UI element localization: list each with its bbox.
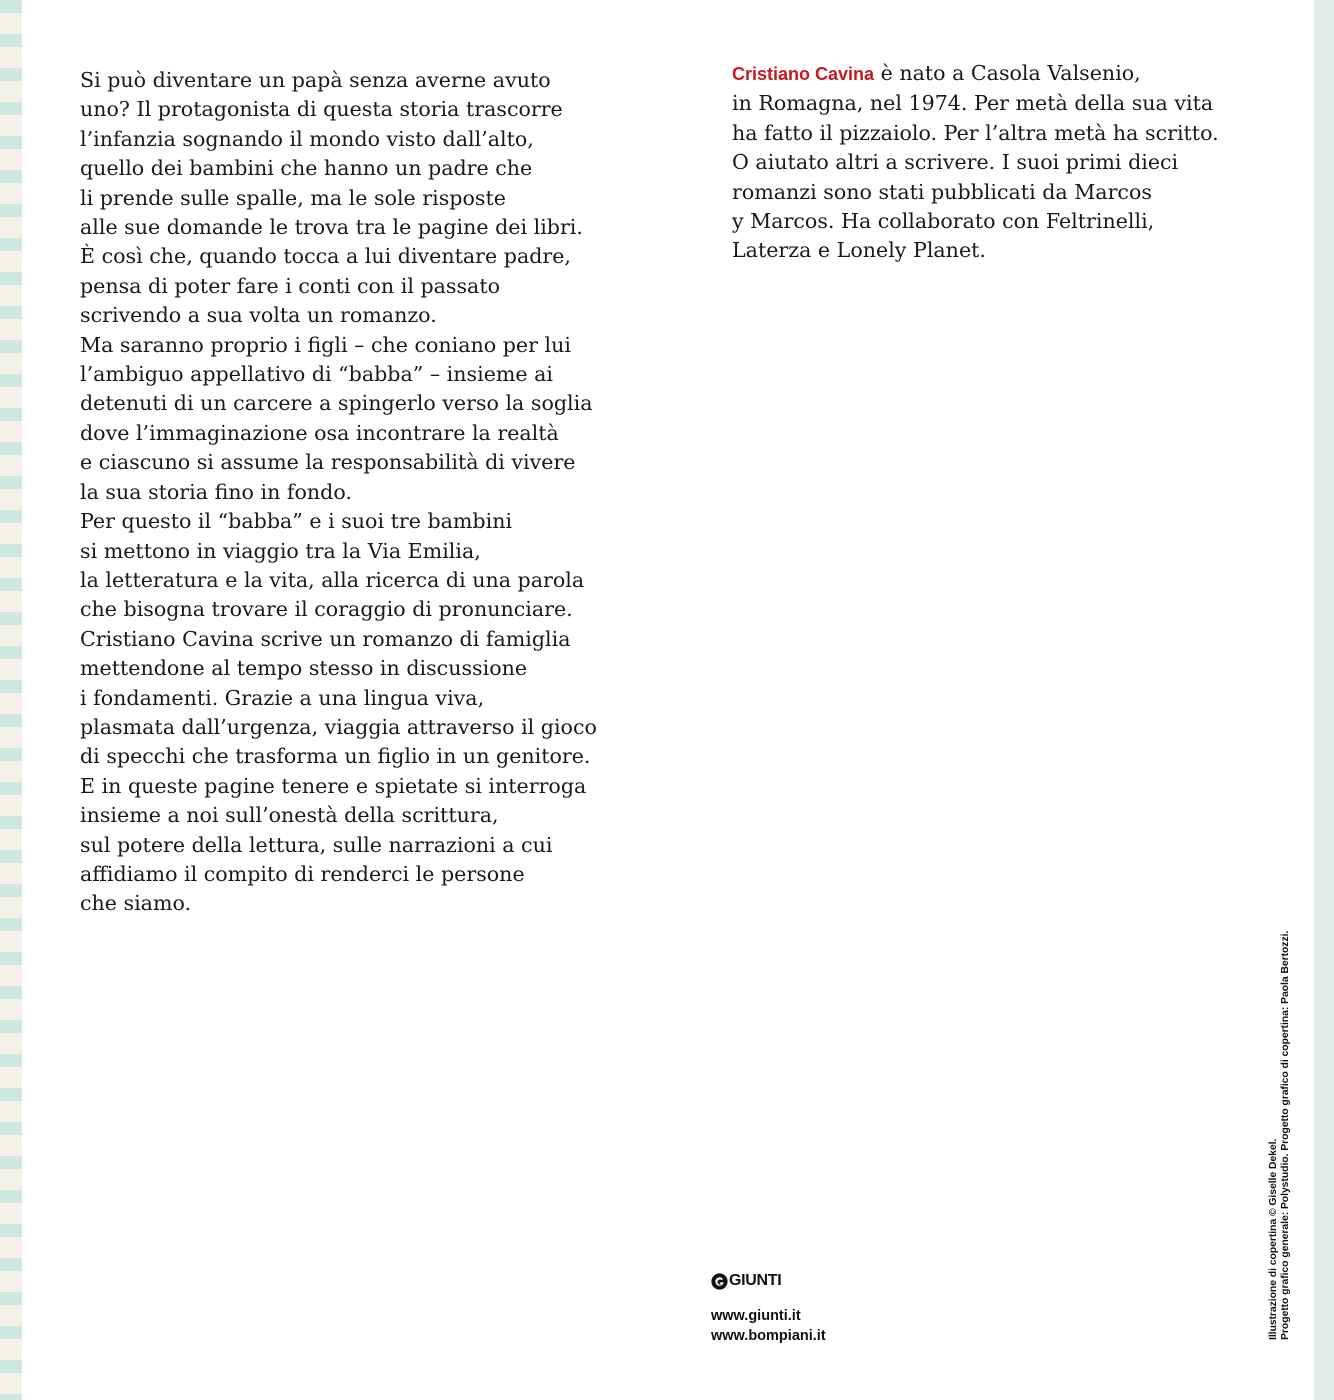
publisher-urls [711, 1306, 826, 1346]
author-bio-line: in Romagna, nel 1974. Per metà della sua vita [732, 91, 1214, 116]
author-bio-first-line-text: è nato a Casola Valsenio, [874, 61, 1141, 85]
blurb-line: insieme a noi sull’onestà della scrittura, [80, 803, 499, 828]
illustration-credit: Illustrazione di copertina © Giselle Dekel. [1267, 1138, 1279, 1340]
cover-credits [1267, 931, 1291, 1340]
giunti-logo-text: GIUNTI [729, 1272, 782, 1289]
publisher-block [711, 1270, 826, 1346]
blurb-line: che siamo. [80, 891, 192, 916]
blurb-line: Si può diventare un papà senza averne avuto [80, 68, 551, 92]
left-stripe-border [0, 0, 22, 1400]
blurb-line: E in queste pagine tenere e spietate si interroga [80, 773, 587, 798]
author-bio-line: romanzi sono stati pubblicati da Marcos [732, 179, 1152, 204]
blurb-line: quello dei bambini che hanno un padre che [80, 156, 533, 181]
blurb-line: li prende sulle spalle, ma le sole risposte [80, 185, 506, 210]
book-blurb [80, 66, 600, 919]
blurb-line: dove l’immaginazione osa incontrare la realtà [80, 420, 559, 445]
blurb-line: la sua storia fino in fondo. [80, 479, 352, 504]
author-bio-line: y Marcos. Ha collaborato con Feltrinelli, [732, 209, 1155, 234]
blurb-line: pensa di poter fare i conti con il passato [80, 273, 500, 298]
bompiani-url[interactable]: www.bompiani.it [711, 1328, 826, 1344]
author-bio-line: Laterza e Lonely Planet. [732, 238, 986, 263]
blurb-line: l’ambiguo appellativo di “babba” – insieme ai [80, 362, 554, 387]
author-bio-line: O aiutato altri a scrivere. I suoi primi dieci [732, 150, 1179, 175]
author-bio-line: ha fatto il pizzaiolo. Per l’altra metà ha scritto. [732, 120, 1219, 145]
blurb-line: i fondamenti. Grazie a una lingua viva, [80, 685, 485, 710]
blurb-line: sul potere della lettura, sulle narrazioni a cui [80, 832, 553, 857]
blurb-line: affidiamo il compito di renderci le persone [80, 861, 525, 886]
blurb-line: e ciascuno si assume la responsabilità di vivere [80, 450, 576, 475]
blurb-line: È così che, quando tocca a lui diventare padre, [80, 244, 571, 269]
right-edge-band [1314, 0, 1334, 1400]
blurb-line: scrivendo a sua volta un romanzo. [80, 303, 437, 328]
blurb-line: l’infanzia sognando il mondo visto dall’alto, [80, 126, 534, 151]
blurb-line: detenuti di un carcere a spingerlo verso la soglia [80, 391, 593, 416]
blurb-line: alle sue domande le trova tra le pagine dei libri. [80, 215, 583, 240]
giunti-g-icon [711, 1273, 728, 1290]
blurb-line: plasmata dall’urgenza, viaggia attraverso il gioco [80, 714, 597, 739]
blurb-line: Cristiano Cavina scrive un romanzo di famiglia [80, 626, 571, 651]
author-name: Cristiano Cavina [732, 64, 875, 84]
giunti-url[interactable]: www.giunti.it [711, 1308, 801, 1324]
blurb-line: si mettono in viaggio tra la Via Emilia, [80, 538, 481, 563]
blurb-line: di specchi che trasforma un figlio in un genitore. [80, 744, 591, 769]
blurb-line: che bisogna trovare il coraggio di pronunciare. [80, 597, 573, 622]
author-bio-first-line [732, 59, 1232, 89]
blurb-line: la letteratura e la vita, alla ricerca di una parola [80, 567, 585, 592]
blurb-line: Per questo il “babba” e i suoi tre bambini [80, 509, 513, 534]
giunti-logo [711, 1270, 826, 1292]
blurb-line: uno? Il protagonista di questa storia trascorre [80, 97, 563, 122]
author-bio [732, 59, 1232, 266]
blurb-line: Ma saranno proprio i figli – che coniano per lui [80, 332, 571, 357]
design-credit: Progetto grafico generale: Polystudio. Progetto grafico di copertina: Paola Bertozzi. [1279, 930, 1291, 1340]
blurb-line: mettendone al tempo stesso in discussione [80, 656, 528, 681]
